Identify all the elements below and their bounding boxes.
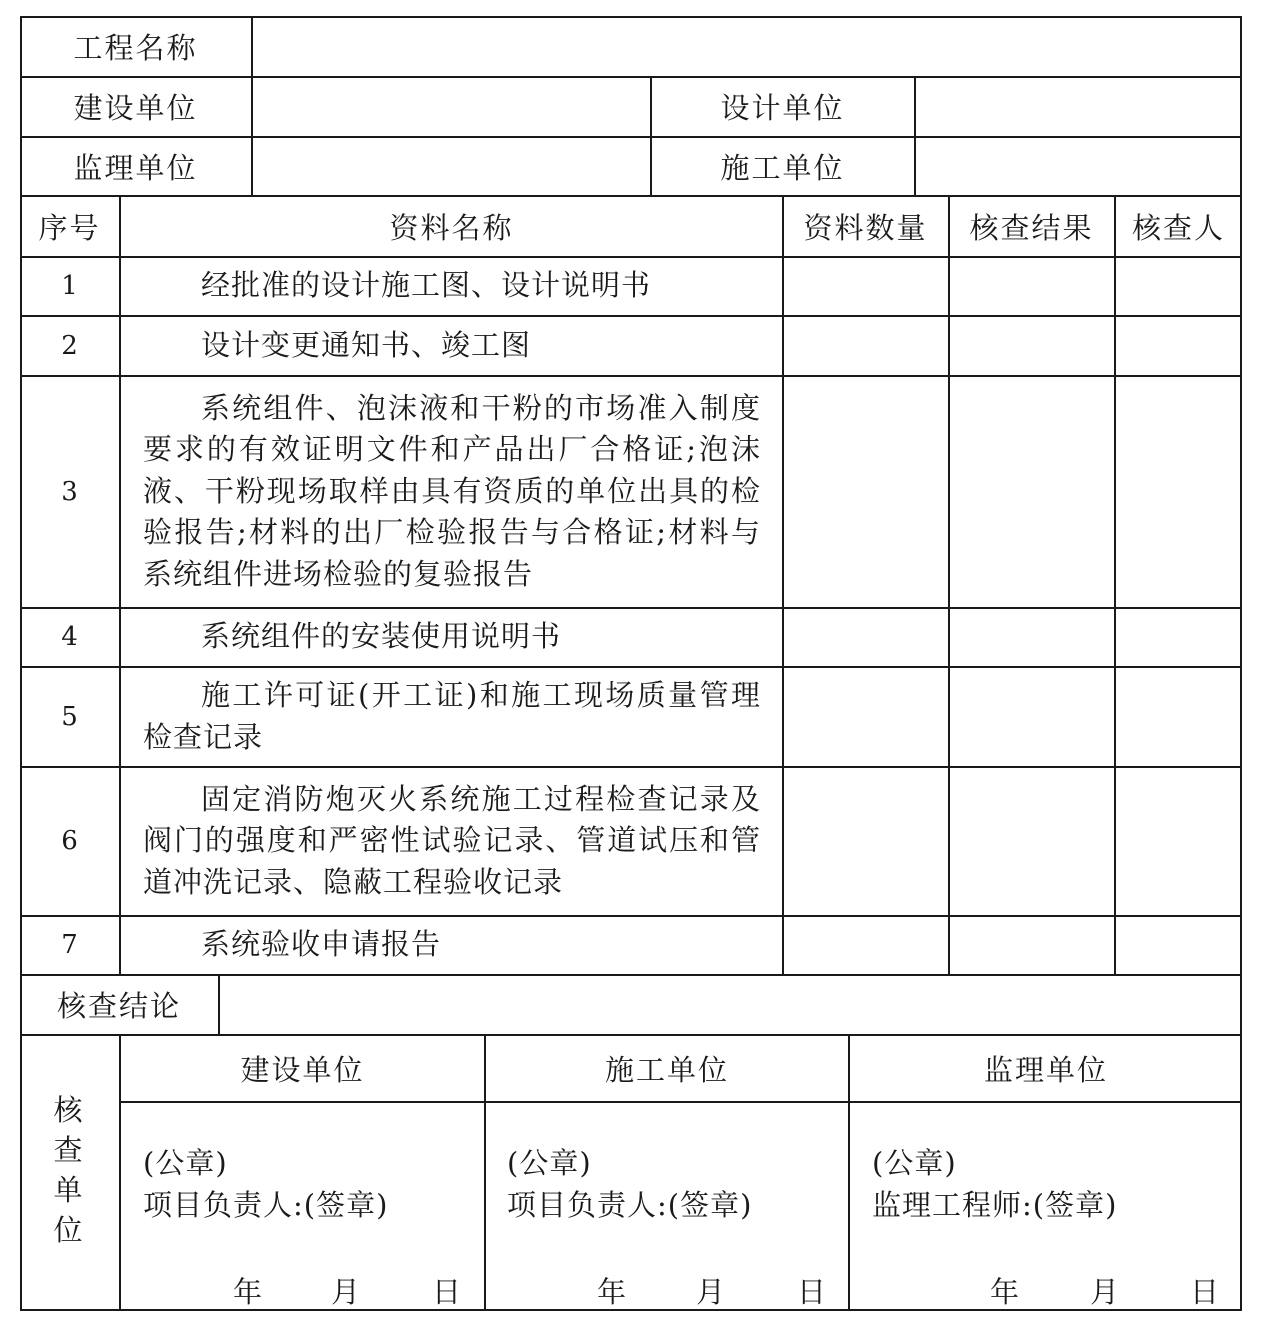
row-seq: 1 bbox=[61, 271, 78, 301]
signer-label: 项目负责人:(签章) bbox=[143, 1188, 389, 1222]
conclusion-field[interactable] bbox=[220, 975, 1242, 1034]
date-day: 日 bbox=[432, 1275, 462, 1309]
signoff-unit-title: 监理单位 bbox=[983, 1052, 1108, 1087]
project-name-field[interactable] bbox=[253, 16, 1242, 76]
supervision-unit-label: 监理单位 bbox=[73, 150, 198, 185]
row-doc-name: 经批准的设计施工图、设计说明书 bbox=[201, 268, 652, 303]
row-doc-name: 系统组件、泡沫液和干粉的市场准入制度要求的有效证明文件和产品出厂合格证;泡沫液、干粉现场取样由具有资质的单位出具的检验报告;材料的出厂检验报告与合格证;材料与系统组件进场检验的复验报告 bbox=[143, 390, 761, 591]
row-divider bbox=[119, 1101, 1242, 1103]
column-header-doc-count: 资料数量 bbox=[803, 210, 928, 245]
date-year: 年 bbox=[990, 1275, 1020, 1309]
row-doc-name: 系统组件的安装使用说明书 bbox=[201, 619, 562, 654]
row-seq: 5 bbox=[61, 701, 78, 732]
row-doc-name: 设计变更通知书、竣工图 bbox=[201, 327, 532, 362]
signer-label: 项目负责人:(签章) bbox=[507, 1188, 753, 1222]
signoff-unit-title: 施工单位 bbox=[604, 1052, 729, 1087]
construction-unit-label: 建设单位 bbox=[73, 91, 198, 125]
builder-unit-field[interactable] bbox=[916, 137, 1242, 195]
project-name-label: 工程名称 bbox=[73, 30, 198, 65]
col-divider bbox=[782, 195, 784, 975]
column-header-doc-name: 资料名称 bbox=[389, 210, 514, 245]
design-unit-label: 设计单位 bbox=[720, 91, 845, 125]
design-unit-field[interactable] bbox=[916, 77, 1242, 136]
date-month: 月 bbox=[1090, 1275, 1120, 1309]
row-doc-name: 固定消防炮灭火系统施工过程检查记录及阀门的强度和严密性试验记录、管道试压和管道冲洗记录、隐蔽工程验收记录 bbox=[143, 781, 761, 899]
construction-unit-field[interactable] bbox=[253, 77, 650, 136]
row-seq: 7 bbox=[61, 930, 78, 960]
row-seq: 2 bbox=[61, 330, 78, 361]
signer-label: 监理工程师:(签章) bbox=[872, 1188, 1118, 1222]
date-year: 年 bbox=[233, 1275, 263, 1309]
conclusion-label: 核查结论 bbox=[56, 989, 181, 1023]
official-seal-label: (公章) bbox=[872, 1146, 957, 1180]
row-seq: 3 bbox=[61, 476, 78, 507]
column-header-seq: 序号 bbox=[38, 210, 101, 245]
signoff-side-label: 核查单位 bbox=[53, 1093, 83, 1247]
date-month: 月 bbox=[331, 1275, 361, 1309]
official-seal-label: (公章) bbox=[143, 1146, 228, 1180]
date-year: 年 bbox=[597, 1275, 627, 1309]
signoff-unit-title: 建设单位 bbox=[240, 1052, 365, 1087]
date-day: 日 bbox=[1190, 1275, 1220, 1309]
builder-unit-label: 施工单位 bbox=[720, 150, 845, 185]
col-divider bbox=[1114, 195, 1116, 975]
date-month: 月 bbox=[696, 1275, 726, 1309]
official-seal-label: (公章) bbox=[507, 1146, 592, 1180]
row-doc-name: 施工许可证(开工证)和施工现场质量管理检查记录 bbox=[143, 678, 761, 754]
row-doc-name: 系统验收申请报告 bbox=[201, 927, 442, 962]
row-seq: 4 bbox=[61, 622, 78, 652]
row-seq: 6 bbox=[61, 826, 78, 856]
date-day: 日 bbox=[797, 1275, 827, 1309]
column-header-checker: 核查人 bbox=[1131, 210, 1225, 245]
col-divider bbox=[948, 195, 950, 975]
column-header-check-result: 核查结果 bbox=[969, 210, 1094, 245]
col-divider bbox=[119, 195, 121, 975]
supervision-unit-field[interactable] bbox=[253, 137, 650, 195]
